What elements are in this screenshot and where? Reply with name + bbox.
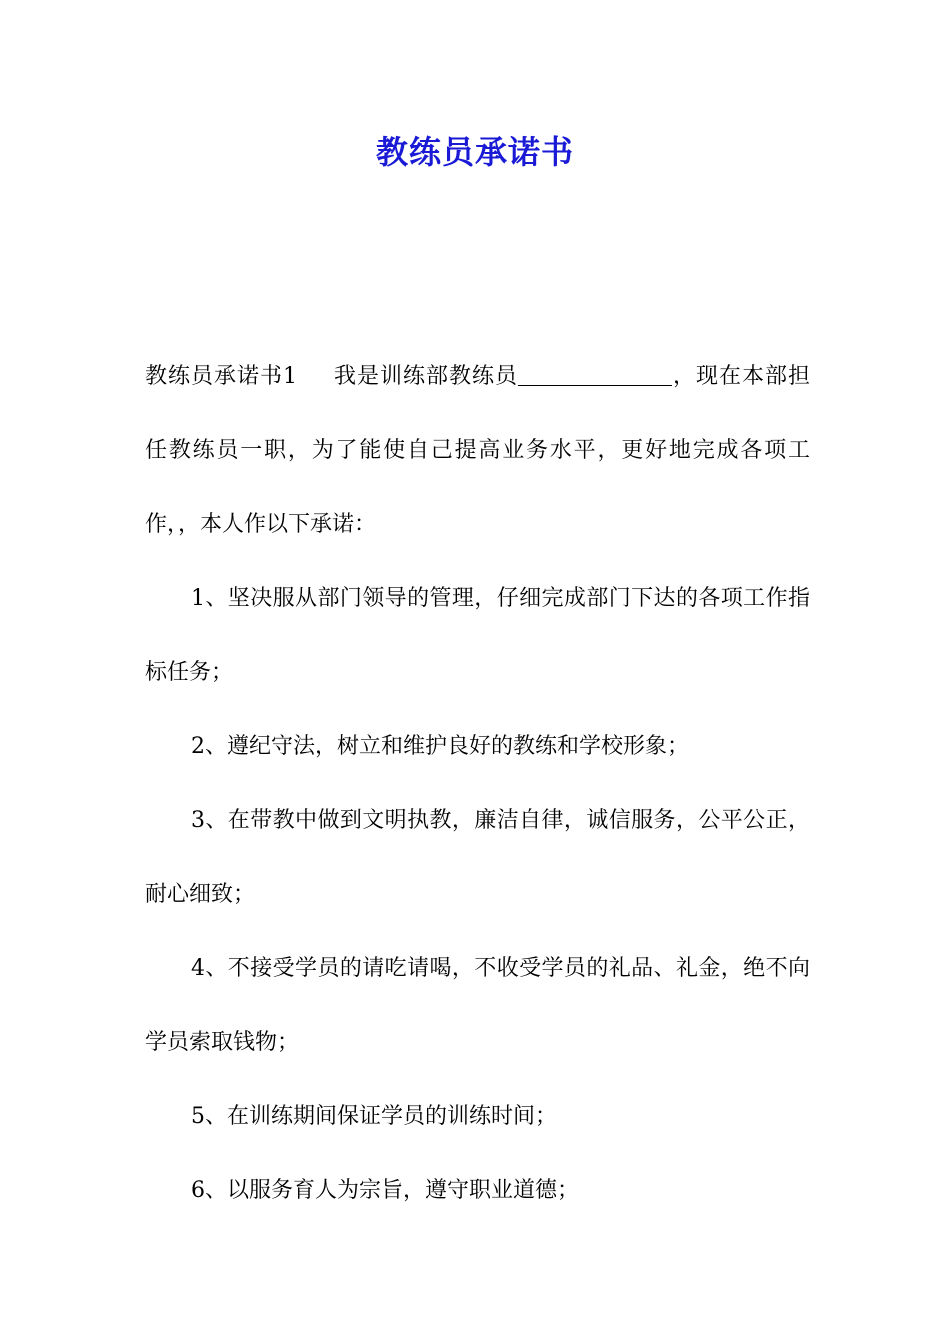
document-body <box>145 340 810 1228</box>
list-item: 6、以服务育人为宗旨，遵守职业道德； <box>191 1178 579 1203</box>
list-item: 2、遵纪守法，树立和维护良好的教练和学校形象； <box>191 734 689 759</box>
intro-paragraph <box>145 340 810 562</box>
document-title: 教练员承诺书 <box>375 133 574 171</box>
name-blank-line <box>518 365 672 386</box>
intro-lead: 教练员承诺书1 <box>145 364 297 389</box>
list-item: 4、不接受学员的请吃请喝，不收受学员的礼品、礼金，绝不向学员索取钱物； <box>145 956 810 1055</box>
list-item: 3、在带教中做到文明执教，廉洁自律，诚信服务，公平公正，耐心细致； <box>145 808 810 907</box>
intro-after-blank: ，现在本部担任教练员一职，为了能使自己提高业务水平，更好地完成各项工作，，本人作以下承诺： <box>145 364 810 537</box>
list-item: 1、坚决服从部门领导的管理，仔细完成部门下达的各项工作指标任务； <box>145 586 810 685</box>
list-item: 5、在训练期间保证学员的训练时间； <box>191 1104 557 1129</box>
intro-before-blank: 我是训练部教练员 <box>333 364 518 389</box>
